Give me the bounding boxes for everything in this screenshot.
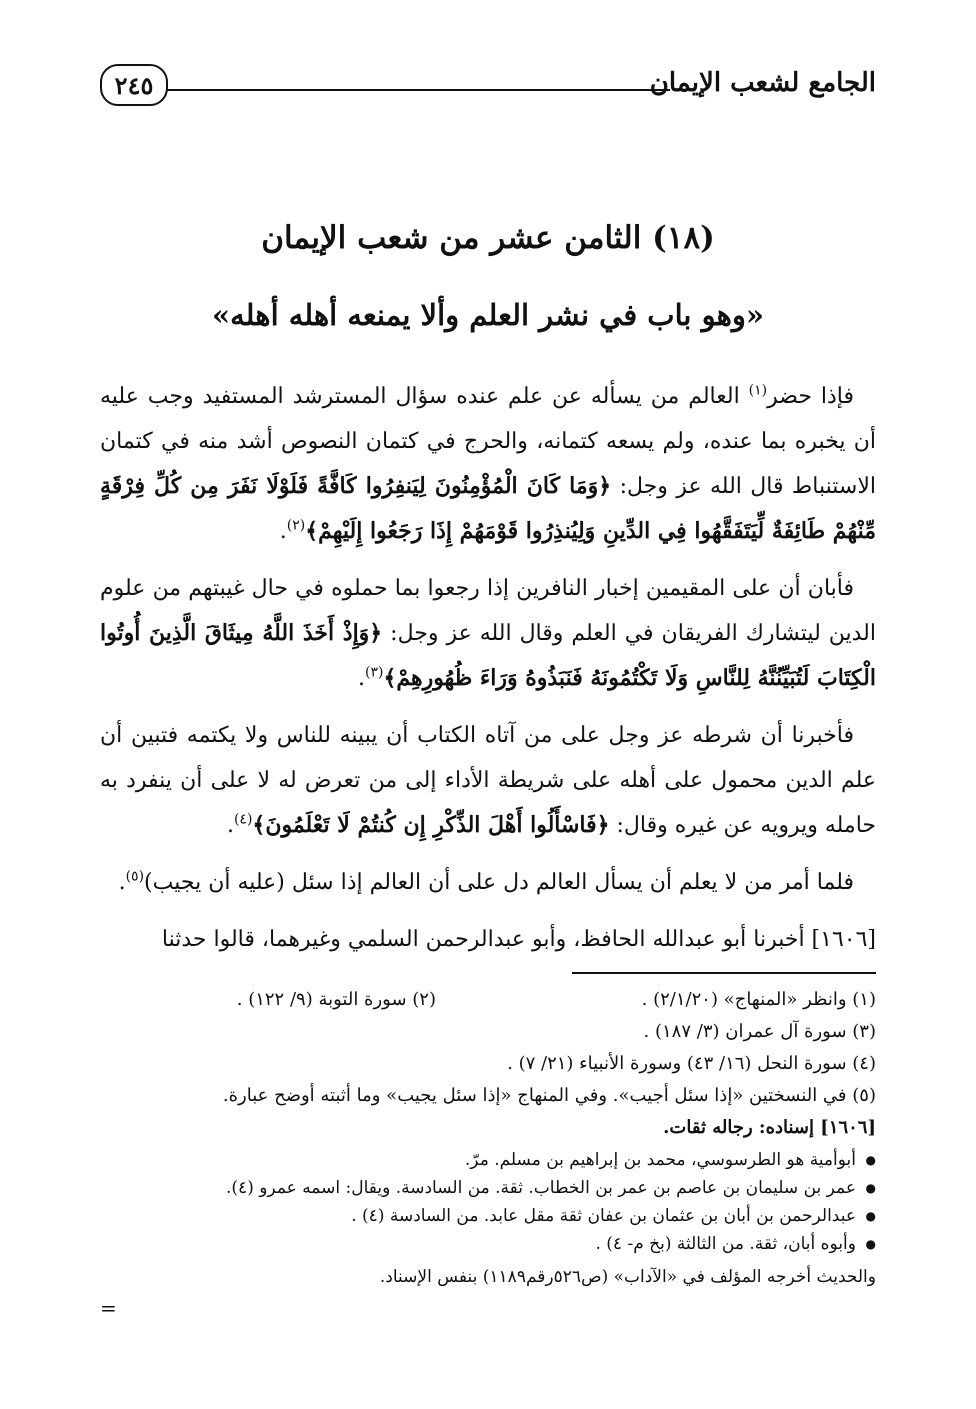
header-rule [166, 89, 670, 91]
footnote-ref-2: (٢) [286, 517, 306, 534]
footnote-ref-1: (١) [748, 382, 768, 399]
footnote-4: (٤) سورة النحل (١٦/ ٤٣) وسورة الأنبياء (٢١/ ٧) . [507, 1053, 876, 1074]
footnote-1: (١) وانظر «المنهاج» (٢/١/٢٠) . [641, 989, 876, 1010]
continuation-mark: = [100, 1296, 117, 1320]
footnote-ref-5: (٥) [125, 868, 145, 885]
narrator-notes [100, 1146, 876, 1258]
paragraph-text: فإذا حضر [767, 384, 854, 409]
footnote-row [100, 984, 876, 1016]
paragraph-text: العالم من يسأله عن علم عنده سؤال المسترشد المستفيد وجب عليه أن يخبره بما عنده، ولم يسعه كتمانه، والحرج في كتمان النصوص أشد منه في كتمان الاستنباط قال الله عز وجل: [100, 384, 876, 499]
footnote-3: (٣) سورة آل عمران (٣/ ١٨٧) . [643, 1021, 876, 1042]
footnote-ref-4: (٤) [233, 811, 253, 828]
paragraph-end: . [226, 813, 234, 838]
paragraph-end: . [357, 666, 365, 691]
footnotes [100, 984, 876, 1292]
paragraph-text: فأخبرنا أن شرطه عز وجل على من آتاه الكتاب أن يبينه للناس ولا يكتمه فتبين أن علم الدين محمول على أهله على شريطة الأداء إلى من تعرض له لا على أن ينفرد به حامله ويرويه عن غيره وقال: [100, 723, 876, 838]
isnad-title: [١٦٠٦] إسناده: رجاله ثقات. [663, 1117, 876, 1138]
paragraph-5 [100, 917, 876, 962]
narrator-note: ● عمر بن سليمان بن عاصم بن عمر بن الخطاب. ثقة. من السادسة. ويقال: اسمه عمرو (٤). [100, 1174, 876, 1202]
footnote-5: (٥) في النسختين «إذا سئل أجيب». وفي المنهاج «إذا سئل يجيب» وما أثبته أوضح عبارة. [222, 1085, 876, 1106]
page-header [100, 60, 876, 122]
narrator-note: ● وأبوه أبان، ثقة. من الثالثة (بخ م- ٤) . [100, 1230, 876, 1258]
paragraph-3 [100, 713, 876, 848]
main-text [100, 374, 876, 974]
paragraph-1 [100, 374, 876, 554]
chapter-subtitle: «وهو باب في نشر العلم وألا يمنعه أهله أهله» [212, 298, 764, 332]
quran-verse: ﴿وَإِذْ أَخَذَ اللَّهُ مِيثَاقَ الَّذِينَ أُوتُوا الْكِتَابَ لَتُبَيِّنُنَّهُ لِلنَّاسِ وَلَا تَكْتُمُونَهُ فَنَبَذُوهُ وَرَاءَ ظُهُورِهِمْ﴾ [100, 620, 876, 691]
paragraph-text: فأبان أن على المقيمين إخبار النافرين إذا رجعوا بما حملوه في حال غيبتهم من علوم الدين ليتشارك الفريقان في العلم وقال الله عز وجل: [100, 576, 876, 646]
narrator-note: ● أبوأمية هو الطرسوسي، محمد بن إبراهيم بن مسلم. مرّ. [100, 1146, 876, 1174]
paragraph-text: [١٦٠٦] أخبرنا أبو عبدالله الحافظ، وأبو عبدالرحمن السلمي وغيرهما، قالوا حدثنا [161, 927, 876, 952]
quran-verse: ﴿وَمَا كَانَ الْمُؤْمِنُونَ لِيَنفِرُوا كَافَّةً فَلَوْلَا نَفَرَ مِن كُلِّ فِرْقَةٍ مِّنْهُمْ طَائِفَةٌ لِّيَتَفَقَّهُوا فِي الدِّينِ وَلِيُنذِرُوا قَوْمَهُمْ إِذَا رَجَعُوا إِلَيْهِمْ﴾ [100, 473, 876, 544]
footnote-ref-3: (٣) [364, 664, 384, 681]
quran-verse: ﴿فَاسْأَلُوا أَهْلَ الذِّكْرِ إِن كُنتُمْ لَا تَعْلَمُونَ﴾ [252, 812, 610, 838]
footnote-2: (٢) سورة التوبة (٩/ ١٢٢) . [236, 989, 436, 1010]
paragraph-2 [100, 566, 876, 701]
paragraph-end: . [279, 519, 287, 544]
chapter-title: (١٨) الثامن عشر من شعب الإيمان [261, 220, 715, 256]
paragraph-4 [100, 860, 876, 905]
running-title: الجامع لشعب الإيمان [649, 68, 876, 98]
hadith-source-note: والحديث أخرجه المؤلف في «الآداب» (ص٥٢٦رقم١١٨٩) بنفس الإسناد. [379, 1267, 876, 1287]
paragraph-end: . [118, 870, 126, 895]
narrator-note: ● عبدالرحمن بن أبان بن عثمان بن عفان ثقة مقل عابد. من السادسة (٤) . [100, 1202, 876, 1230]
page-number: ٢٤٥ [100, 64, 168, 106]
paragraph-text: فلما أمر من لا يعلم أن يسأل العالم دل على أن العالم إذا سئل (عليه أن يجيب) [144, 870, 854, 895]
